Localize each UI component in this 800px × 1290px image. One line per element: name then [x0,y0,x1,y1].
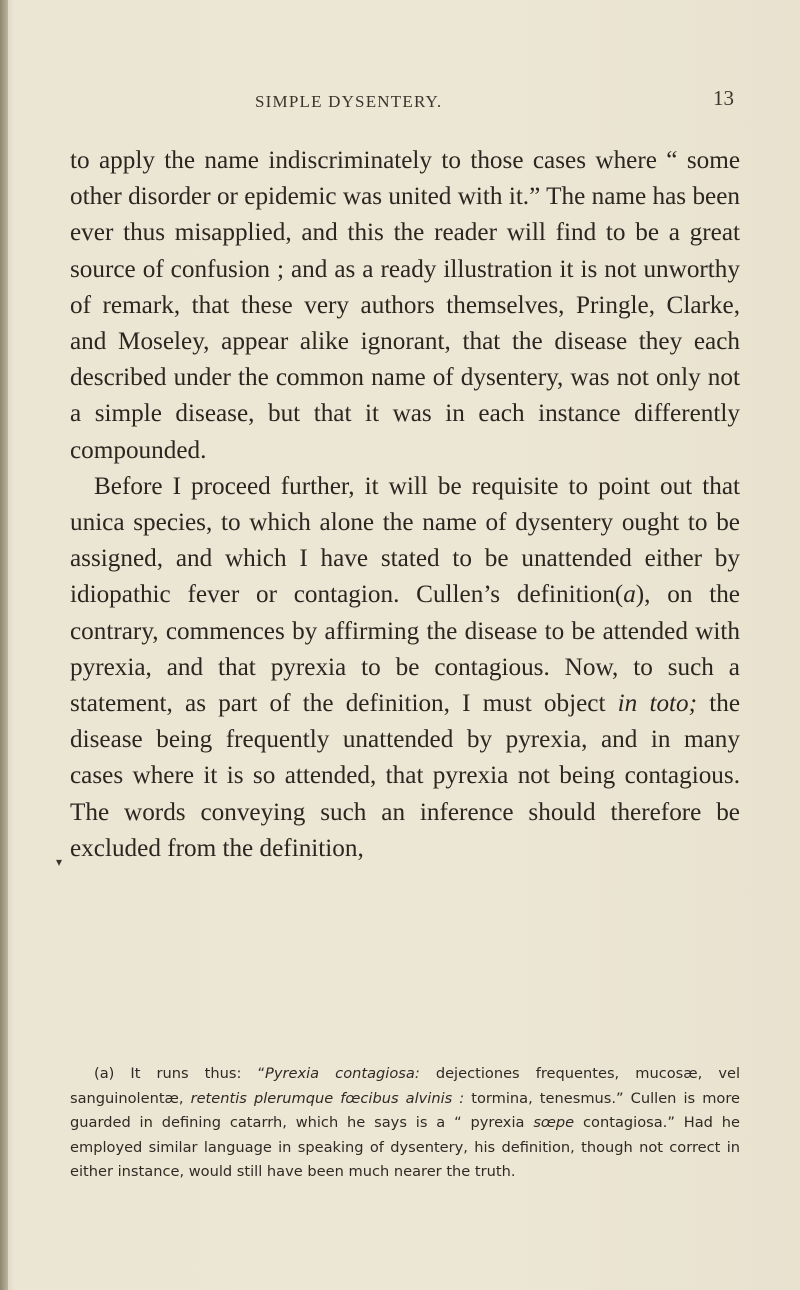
footnote [70,1062,740,1185]
footnote-segment: dejectiones frequentes, mucosæ, vel sanguinolentæ, [70,1065,740,1107]
footnote-segment: It runs thus: “ [114,1065,266,1082]
body-text [70,143,740,867]
footnote-italic: retentis plerumque fœcibus alvinis : [190,1089,465,1107]
page-number: 13 [713,86,734,110]
footnote-text [70,1062,740,1185]
page-header [0,86,800,116]
margin-mark-icon: ▾ [56,855,63,869]
binding-gutter [0,0,8,1290]
footnote-label: (a) [94,1065,115,1082]
paragraph-continued [70,143,740,469]
paragraph-text: the disease being frequently unattended by pyrexia, and in many cases where it is so attended, that pyrexia not being contagious. The words conveying such an inference should therefore be excluded from the definition, [70,690,741,862]
paragraph-text: ), on the contrary, commences by affirming the disease to be attended with pyrexia, and that pyrexia to be contagious. Now, to such a statement, as part of the definition, I must object [70,581,740,718]
paragraph [70,469,740,867]
footnote-reference: a [623,581,636,609]
italic-phrase: in toto; [617,690,698,718]
running-head: SIMPLE DYSENTERY. [255,92,443,111]
paragraph-text: Before I proceed further, it will be requisite to point out that unica species, to which alone the name of dysentery ought to be assigned, and which I have stated to be unattended either by idiopathic fever or contagion. Cullen’s definition( [70,472,740,609]
paragraph-text: to apply the name indiscriminately to those cases where “ some other disorder or epidemic was united with it.” The name has been ever thus misapplied, and this the reader will find to be a great source of confusion ; and as a ready illustration it is not unworthy of remark, that these very authors themselves, Pringle, Clarke, and Moseley, appear alike ignorant, that the disease they each described under the common name of dysentery, was not only not a simple disease, but that it was in each instance differently compounded. [70,147,740,464]
footnote-segment: tormina, tenesmus.” Cullen is more guarded in defining catarrh, which he says is a “ pyrexia [70,1089,741,1132]
footnote-italic: sœpe [533,1114,575,1132]
footnote-segment: contagiosa.” Had he employed similar language in speaking of dysentery, his definition, though not correct in either instance, would still have been much nearer the truth. [70,1114,741,1181]
footnote-italic: Pyrexia contagiosa: [265,1065,420,1082]
